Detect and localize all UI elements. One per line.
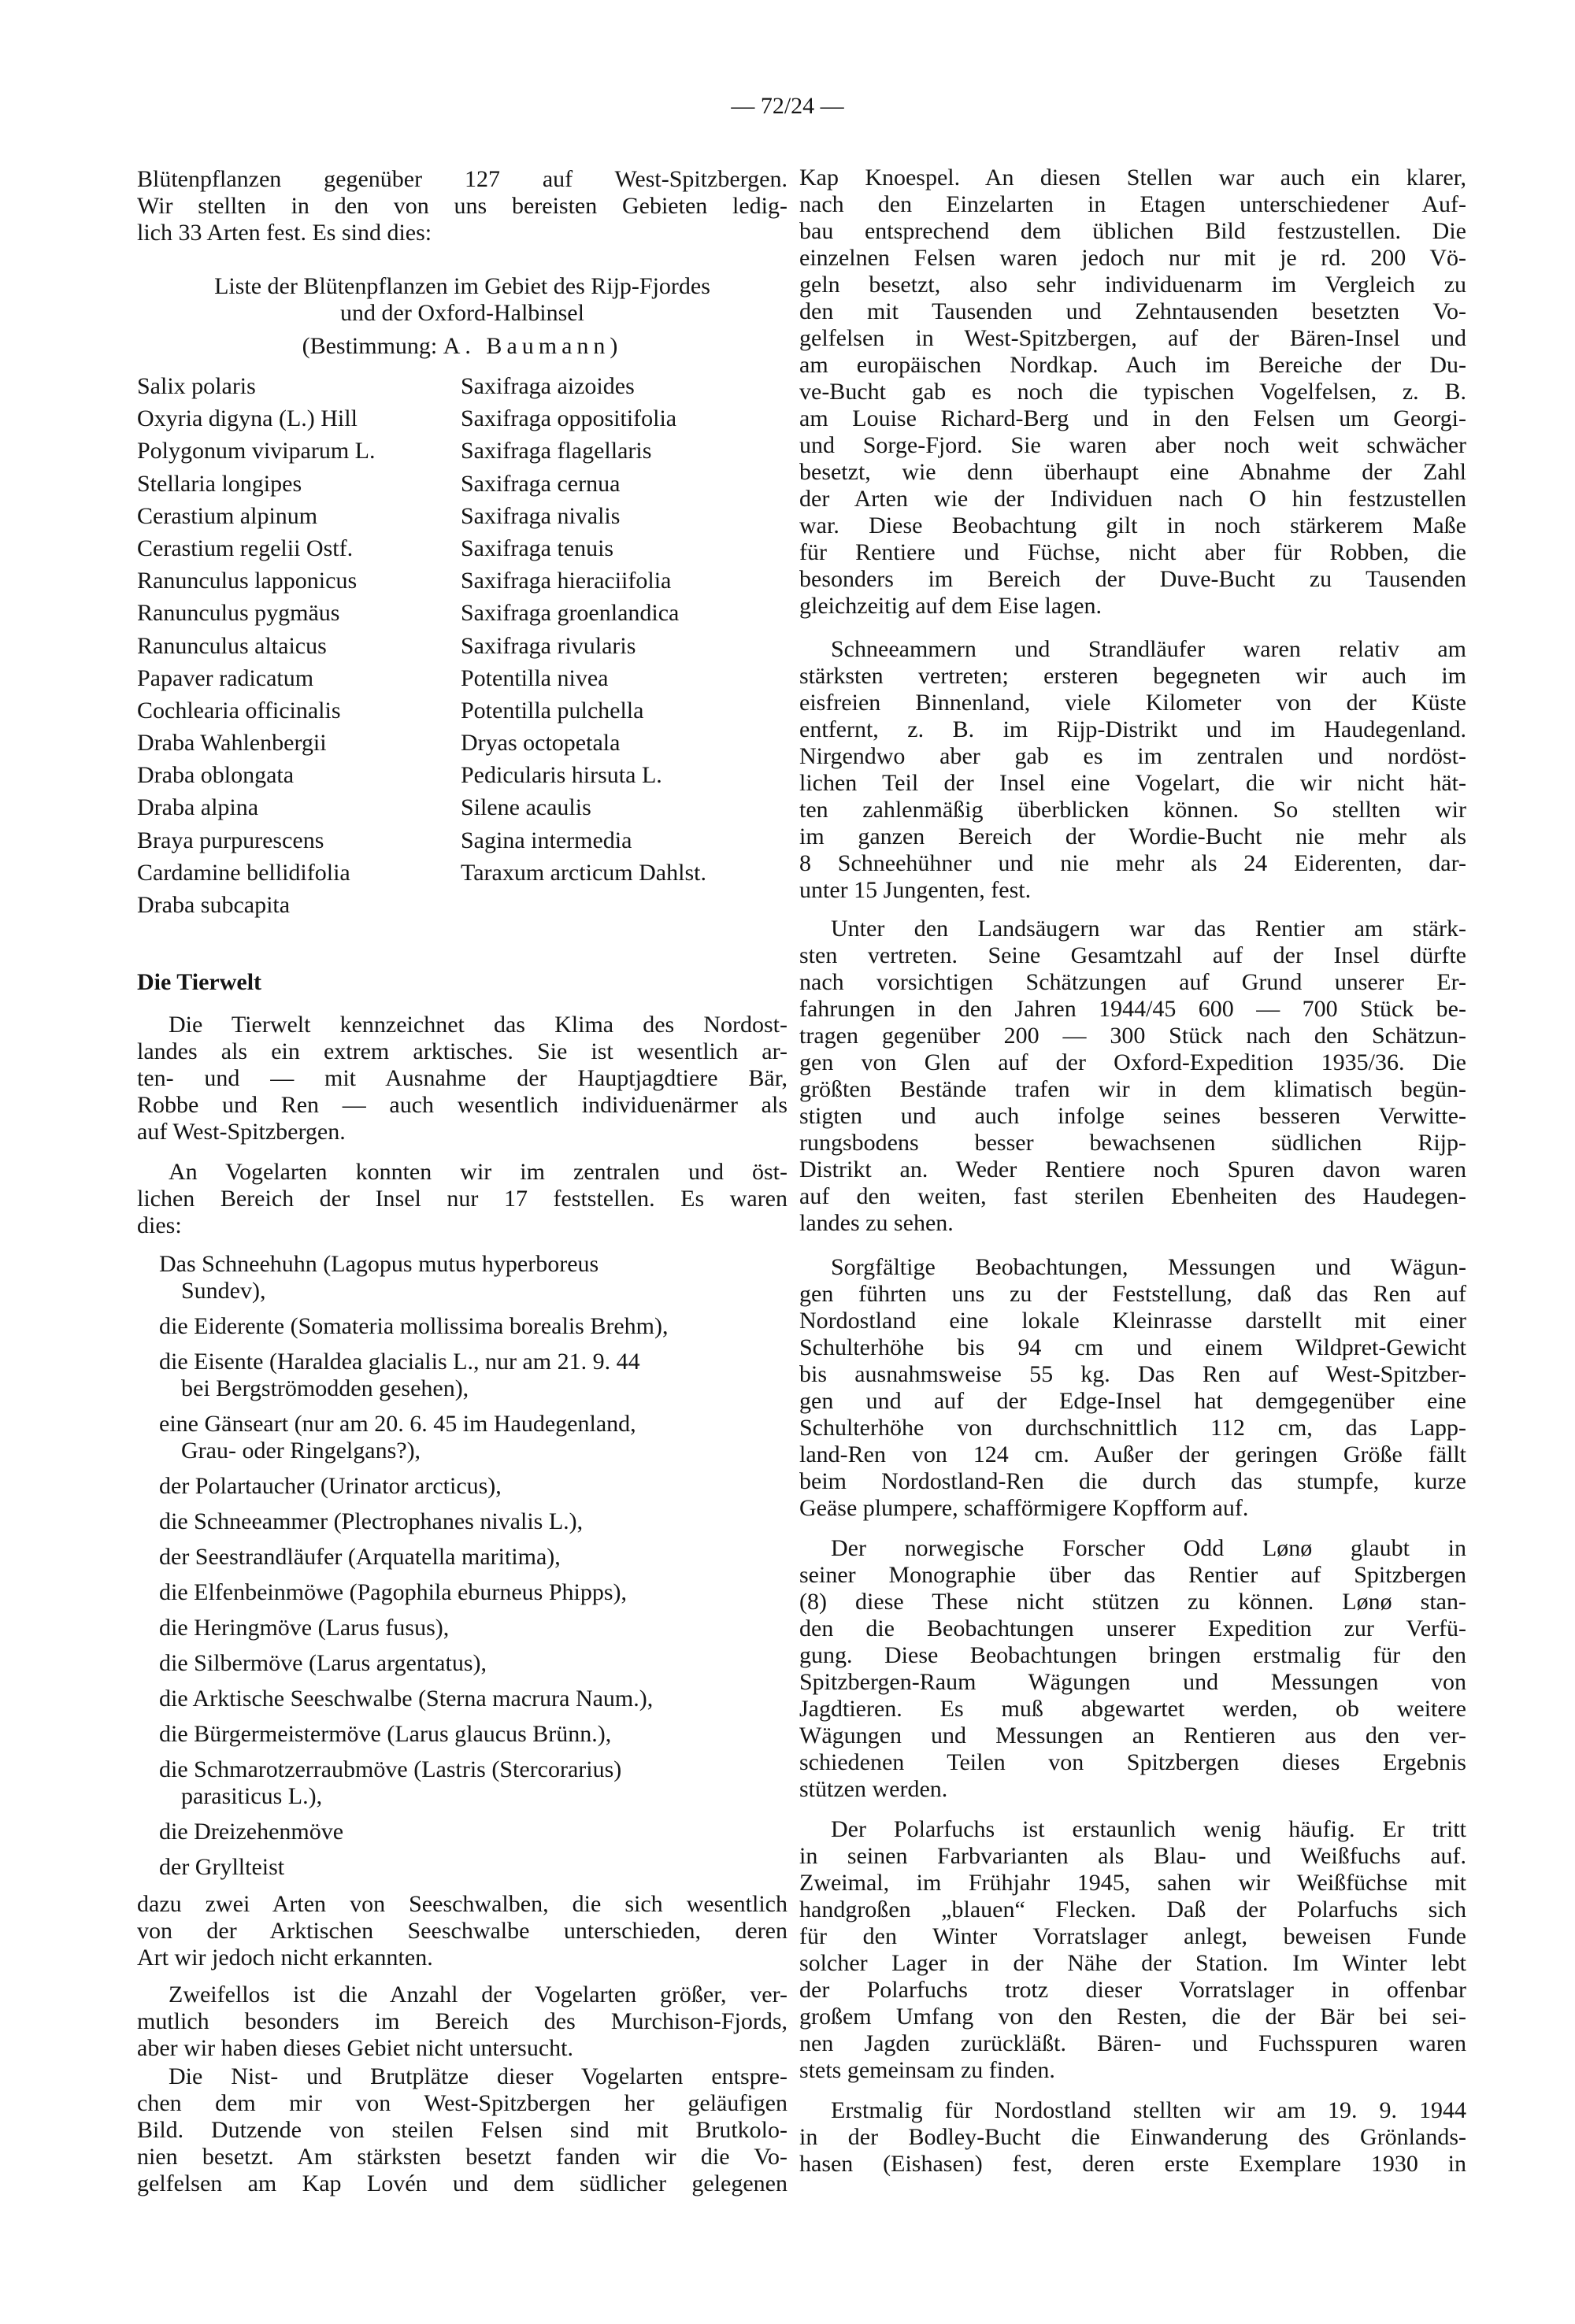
text-line: bis ausnahmsweise 55 kg. Das Ren auf West-Spitzber- [799, 1361, 1466, 1387]
bird-list [159, 1251, 788, 1889]
text-line: der Polarfuchs trotz dieser Vorratslager in offenbar [799, 1977, 1466, 2003]
text-line: stärksten vertreten; ersteren begegneten wir auch im [799, 663, 1466, 689]
text-line: gen führten uns zu der Feststellung, daß das Ren auf [799, 1281, 1466, 1307]
species-name: Saxifraga cernua [461, 470, 621, 497]
species-name: Potentilla nivea [461, 664, 609, 691]
text-line: Art wir jedoch nicht erkannten. [137, 1945, 433, 1971]
text-line: Kap Knoespel. An diesen Stellen war auch ein klarer, [799, 165, 1466, 191]
bird-list-item [159, 1721, 788, 1748]
text-line: am Louise Richard-Berg und in den Felsen um Georgi- [799, 405, 1466, 431]
text-line: eine Gänseart (nur am 20. 6. 45 im Haudegenland, [159, 1411, 636, 1437]
text-line: der Seestrandläufer (Arquatella maritima), [159, 1544, 561, 1570]
text-line: stets gemeinsam zu finden. [799, 2057, 1055, 2083]
text-line: ten- und — mit Ausnahme der Hauptjagdtiere Bär, [137, 1065, 788, 1091]
paragraph-schneeammern [799, 636, 1466, 904]
bird-list-item [159, 1473, 788, 1500]
text-line: fahrungen in den Jahren 1944/45 600 — 700 Stück be- [799, 996, 1466, 1022]
text-line: am europäischen Nordkap. Auch im Bereiche der Du- [799, 352, 1466, 378]
text-line: gen und auf der Edge-Insel hat demgegenüber eine [799, 1388, 1466, 1414]
text-line: die Schneeammer (Plectrophanes nivalis L.), [159, 1508, 584, 1534]
text-line: die Heringmöve (Larus fusus), [159, 1615, 450, 1641]
text-line: bau entsprechend dem üblichen Bild festzustellen. Die [799, 218, 1466, 244]
species-name: Cerastium alpinum [137, 502, 318, 529]
text-line: im ganzen Bereich der Wordie-Bucht nie mehr als [799, 823, 1466, 849]
species-name: Pedicularis hirsuta L. [461, 762, 662, 789]
text-line: Unter den Landsäugern war das Rentier am stärk- [831, 916, 1466, 942]
text-line: lichen Bereich der Insel nur 17 feststellen. Es waren [137, 1186, 788, 1212]
text-line: mutlich besonders im Bereich des Murchison-Fjords, [137, 2008, 788, 2034]
text-line: eisfreien Binnenland, viele Kilometer von der Küste [799, 690, 1466, 716]
text-line: Schulterhöhe bis 94 cm und einem Wildpret-Gewicht [799, 1334, 1466, 1360]
text-line: die Eisente (Haraldea glacialis L., nur am 21. 9. 44 [159, 1349, 640, 1375]
species-name: Cerastium regelii Ostf. [137, 535, 354, 561]
text-line: stigten und auch infolge seines besseren Verwitte- [799, 1103, 1466, 1129]
text-line: den mit Tausenden und Zehntausenden besetzten Vo- [799, 298, 1466, 324]
attribution-name: A. Baumann) [443, 333, 623, 359]
text-line: nach den Einzelarten in Etagen unterschiedener Auf- [799, 191, 1466, 217]
species-name: Draba Wahlenbergii [137, 730, 327, 757]
species-name: Saxifraga tenuis [461, 535, 614, 561]
species-name: Braya purpurescens [137, 827, 324, 853]
species-name: Dryas octopetala [461, 730, 621, 757]
bird-list-item [159, 1508, 788, 1535]
text-line: auf den weiten, fast sterilen Ebenheiten des Haudegen- [799, 1183, 1466, 1209]
species-name: Saxifraga rivularis [461, 632, 636, 659]
text-line: und Sorge-Fjord. Sie waren aber noch weit schwächer [799, 432, 1466, 458]
bird-list-item [159, 1819, 788, 1845]
text-line: die Elfenbeinmöwe (Pagophila eburneus Phipps), [159, 1579, 628, 1605]
text-line: Blütenpflanzen gegenüber 127 auf West-Spitzbergen. [137, 166, 788, 192]
text-line: großem Umfang von den Resten, die der Bär bei sei- [799, 2004, 1466, 2030]
text-line: Distrikt an. Weder Rentiere noch Spuren davon waren [799, 1156, 1466, 1182]
text-line: Nirgendwo aber gab es im zentralen und nordöst- [799, 743, 1466, 769]
text-line: Schneeammern und Strandläufer waren relativ am [831, 636, 1466, 662]
text-line: nen Jagden zurückläßt. Bären- und Fuchsspuren waren [799, 2030, 1466, 2056]
paragraph-lono [799, 1535, 1466, 1803]
species-name: Cardamine bellidifolia [137, 859, 350, 886]
text-line: Grau- oder Ringelgans?), [181, 1438, 421, 1464]
text-line: gelfelsen in West-Spitzbergen, auf der Bären-Insel und [799, 325, 1466, 351]
text-line: gung. Diese Beobachtungen bringen erstmalig für den [799, 1642, 1466, 1668]
species-name: Ranunculus altaicus [137, 632, 327, 659]
text-line: der Arten wie der Individuen nach O hin festzustellen [799, 486, 1466, 512]
text-line: chen dem mir von West-Spitzbergen her geläufigen [137, 2090, 788, 2116]
text-line: An Vogelarten konnten wir im zentralen und öst- [169, 1159, 788, 1185]
text-line: Der norwegische Forscher Odd Lønø glaubt in [831, 1535, 1466, 1561]
species-list-left [137, 370, 376, 921]
species-name: Sagina intermedia [461, 827, 632, 853]
bird-list-item [159, 1579, 788, 1606]
text-line: Erstmalig für Nordostland stellten wir am 19. 9. 1944 [831, 2097, 1466, 2123]
bird-list-item [159, 1411, 788, 1464]
section-heading: Die Tierwelt [137, 969, 262, 995]
text-line: gelfelsen am Kap Lovén und dem südlicher gelegenen [137, 2170, 788, 2196]
bird-list-item [159, 1686, 788, 1712]
text-line: Die Tierwelt kennzeichnet das Klima des Nordost- [169, 1012, 788, 1038]
species-name: Ranunculus lapponicus [137, 568, 358, 594]
text-line: Wägungen und Messungen an Rentieren aus den ver- [799, 1723, 1466, 1749]
plant-list-title [137, 273, 788, 327]
text-line: Spitzbergen-Raum Wägungen und Messungen von [799, 1669, 1466, 1695]
text-line: Nordostland eine lokale Kleinrasse darstellt mit einer [799, 1308, 1466, 1334]
text-line: land-Ren von 124 cm. Außer der geringen Größe fällt [799, 1441, 1466, 1467]
text-line: Liste der Blütenpflanzen im Gebiet des Rijp-Fjordes [214, 273, 710, 299]
text-line: die Schmarotzerraubmöve (Lastris (Stercorarius) [159, 1756, 622, 1782]
text-line: die Silbermöve (Larus argentatus), [159, 1650, 487, 1676]
text-line: in seinen Farbvarianten als Blau- und Weißfuchs auf. [799, 1843, 1466, 1869]
text-line: (8) diese These nicht stützen zu können. Lønø stan- [799, 1589, 1466, 1615]
text-line: besonders im Bereich der Duve-Bucht zu Tausenden [799, 566, 1466, 592]
text-line: Sorgfältige Beobachtungen, Messungen und Wägun- [831, 1254, 1466, 1280]
text-line: tragen gegenüber 200 — 300 Stück nach den Schätzun- [799, 1023, 1466, 1049]
text-line: auf West-Spitzbergen. [137, 1119, 346, 1145]
species-name: Saxifraga hieraciifolia [461, 568, 672, 594]
paragraph-brutplaetze [137, 2063, 788, 2197]
species-name: Taraxum arcticum Dahlst. [461, 859, 706, 886]
text-line: war. Diese Beobachtung gilt in noch stärkerem Maße [799, 513, 1466, 538]
species-name: Saxifraga oppositifolia [461, 405, 677, 432]
species-name: Draba alpina [137, 794, 259, 821]
text-line: Jagdtieren. Es muß abgewartet werden, ob weitere [799, 1696, 1466, 1722]
paragraph-rentier [799, 916, 1466, 1237]
text-line: die Eiderente (Somateria mollissima borealis Brehm), [159, 1313, 669, 1339]
text-line: nach vorsichtigen Schätzungen auf Grund unserer Er- [799, 969, 1466, 995]
species-name: Stellaria longipes [137, 470, 302, 497]
species-name: Potentilla pulchella [461, 697, 644, 723]
text-line: Geäse plumpere, schafförmigere Kopfform auf. [799, 1495, 1249, 1521]
text-line: Der Polarfuchs ist erstaunlich wenig häufig. Er tritt [831, 1816, 1466, 1842]
bird-list-item [159, 1544, 788, 1571]
species-name: Draba oblongata [137, 762, 295, 789]
bird-list-item [159, 1251, 788, 1304]
species-name: Saxifraga aizoides [461, 373, 635, 399]
species-name: Oxyria digyna (L.) Hill [137, 405, 358, 432]
text-line: für Rentiere und Füchse, nicht aber für Robben, die [799, 539, 1466, 565]
text-line: Sundev), [181, 1278, 266, 1304]
text-line: die Dreizehenmöve [159, 1819, 344, 1845]
text-line: von der Arktischen Seeschwalbe unterschieden, deren [137, 1918, 788, 1944]
text-line: Wir stellten in den von uns bereisten Gebieten ledig- [137, 193, 788, 219]
text-line: Zweimal, im Frühjahr 1945, sahen wir Weißfüchse mit [799, 1870, 1466, 1896]
intro-paragraph [137, 166, 788, 246]
text-line: für den Winter Vorratslager anlegt, beweisen Funde [799, 1923, 1466, 1949]
text-line: Robbe und Ren — auch wesentlich individuenärmer als [137, 1092, 788, 1118]
text-line: parasiticus L.), [181, 1783, 323, 1809]
text-line: dazu zwei Arten von Seeschwalben, die sich wesentlich [137, 1891, 788, 1917]
text-line: handgroßen „blauen“ Flecken. Daß der Polarfuchs sich [799, 1897, 1466, 1922]
text-line: Schulterhöhe von durchschnittlich 112 cm, das Lapp- [799, 1415, 1466, 1441]
text-line: entfernt, z. B. im Rijp-Distrikt und im Haudegenland. [799, 716, 1466, 742]
page-number: — 72/24 — [731, 93, 844, 119]
species-name: Cochlearia officinalis [137, 697, 341, 723]
species-name: Polygonum viviparum L. [137, 438, 376, 464]
text-line: lich 33 Arten fest. Es sind dies: [137, 220, 432, 246]
text-line: ve-Bucht gab es noch die typischen Vogelfelsen, z. B. [799, 379, 1466, 405]
paragraph-zweifellos [137, 1982, 788, 2062]
paragraph-eishasen [799, 2097, 1466, 2178]
bird-list-item [159, 1615, 788, 1641]
text-line: unter 15 Jungenten, fest. [799, 877, 1032, 903]
text-line: die Arktische Seeschwalbe (Sterna macrura Naum.), [159, 1686, 654, 1712]
text-line: stützen werden. [799, 1776, 948, 1802]
text-line: Die Nist- und Brutplätze dieser Vogelarten entspre- [169, 2063, 788, 2089]
attribution-label: (Bestimmung: [302, 333, 438, 359]
species-name: Saxifraga groenlandica [461, 600, 680, 627]
bird-list-item [159, 1854, 788, 1881]
text-line: Zweifellos ist die Anzahl der Vogelarten größer, ver- [169, 1982, 788, 2008]
text-line: lichen Teil der Insel eine Vogelart, die wir nicht hät- [799, 770, 1466, 796]
text-line: beim Nordostland-Ren die durch das stumpfe, kurze [799, 1468, 1466, 1494]
plant-list-attribution [137, 332, 788, 361]
paragraph-messungen [799, 1254, 1466, 1522]
text-line: in der Bodley-Bucht die Einwanderung des Grönlands- [799, 2124, 1466, 2150]
paragraph-knoespel [799, 165, 1466, 620]
text-line: gen von Glen auf der Oxford-Expedition 1935/36. Die [799, 1049, 1466, 1075]
text-line: hasen (Eishasen) fest, deren erste Exemplare 1930 in [799, 2151, 1466, 2177]
text-line: rungsbodens besser bewachsenen südlichen Rijp- [799, 1130, 1466, 1156]
species-name: Salix polaris [137, 373, 256, 399]
bird-list-item [159, 1650, 788, 1677]
text-line: der Gryllteist [159, 1854, 285, 1880]
text-line: solcher Lager in der Nähe der Station. Im Winter lebt [799, 1950, 1466, 1976]
bird-list-item [159, 1756, 788, 1810]
species-name: Silene acaulis [461, 794, 591, 821]
bird-list-item [159, 1313, 788, 1340]
text-line: besetzt, wie denn überhaupt eine Abnahme der Zahl [799, 459, 1466, 485]
text-line: dies: [137, 1212, 182, 1238]
text-line: Bild. Dutzende von steilen Felsen sind mit Brutkolo- [137, 2117, 788, 2143]
species-name: Saxifraga flagellaris [461, 438, 652, 464]
text-line: sten vertreten. Seine Gesamtzahl auf der Insel dürfte [799, 942, 1466, 968]
text-line: die Bürgermeistermöve (Larus glaucus Brünn.), [159, 1721, 612, 1747]
text-line: geln besetzt, also sehr individuenarm im Vergleich zu [799, 272, 1466, 298]
paragraph-vogelarten [137, 1159, 788, 1239]
text-line: ten zahlenmäßig überblicken können. So stellten wir [799, 797, 1466, 823]
text-line: gleichzeitig auf dem Eise lagen. [799, 593, 1102, 619]
paragraph-seeschwalben [137, 1891, 788, 1971]
text-line: 8 Schneehühner und nie mehr als 24 Eiderenten, dar- [799, 850, 1466, 876]
text-line: Das Schneehuhn (Lagopus mutus hyperboreus [159, 1251, 599, 1277]
species-name: Draba subcapita [137, 892, 291, 918]
text-line: bei Bergströmodden gesehen), [181, 1375, 469, 1401]
text-line: einzelnen Felsen waren jedoch nur mit je rd. 200 Vö- [799, 245, 1466, 271]
text-line: aber wir haben dieses Gebiet nicht untersucht. [137, 2035, 573, 2061]
species-name: Saxifraga nivalis [461, 502, 621, 529]
text-line: größten Bestände trafen wir in dem klimatisch begün- [799, 1076, 1466, 1102]
text-line: der Polartaucher (Urinator arcticus), [159, 1473, 502, 1499]
paragraph-polarfuchs [799, 1816, 1466, 2084]
text-line: nien besetzt. Am stärksten besetzt fanden wir die Vo- [137, 2144, 788, 2170]
bird-list-item [159, 1349, 788, 1402]
text-line: und der Oxford-Halbinsel [340, 300, 584, 326]
paragraph-tierwelt [137, 1012, 788, 1145]
species-list-right [461, 370, 706, 889]
text-line: schiedenen Teilen von Spitzbergen dieses Ergebnis [799, 1749, 1466, 1775]
text-line: landes zu sehen. [799, 1210, 954, 1236]
species-name: Ranunculus pygmäus [137, 600, 340, 627]
text-line: seiner Monographie über das Rentier auf Spitzbergen [799, 1562, 1466, 1588]
species-name: Papaver radicatum [137, 664, 314, 691]
text-line: den die Beobachtungen unserer Expedition zur Verfü- [799, 1615, 1466, 1641]
text-line: landes als ein extrem arktisches. Sie ist wesentlich ar- [137, 1038, 788, 1064]
